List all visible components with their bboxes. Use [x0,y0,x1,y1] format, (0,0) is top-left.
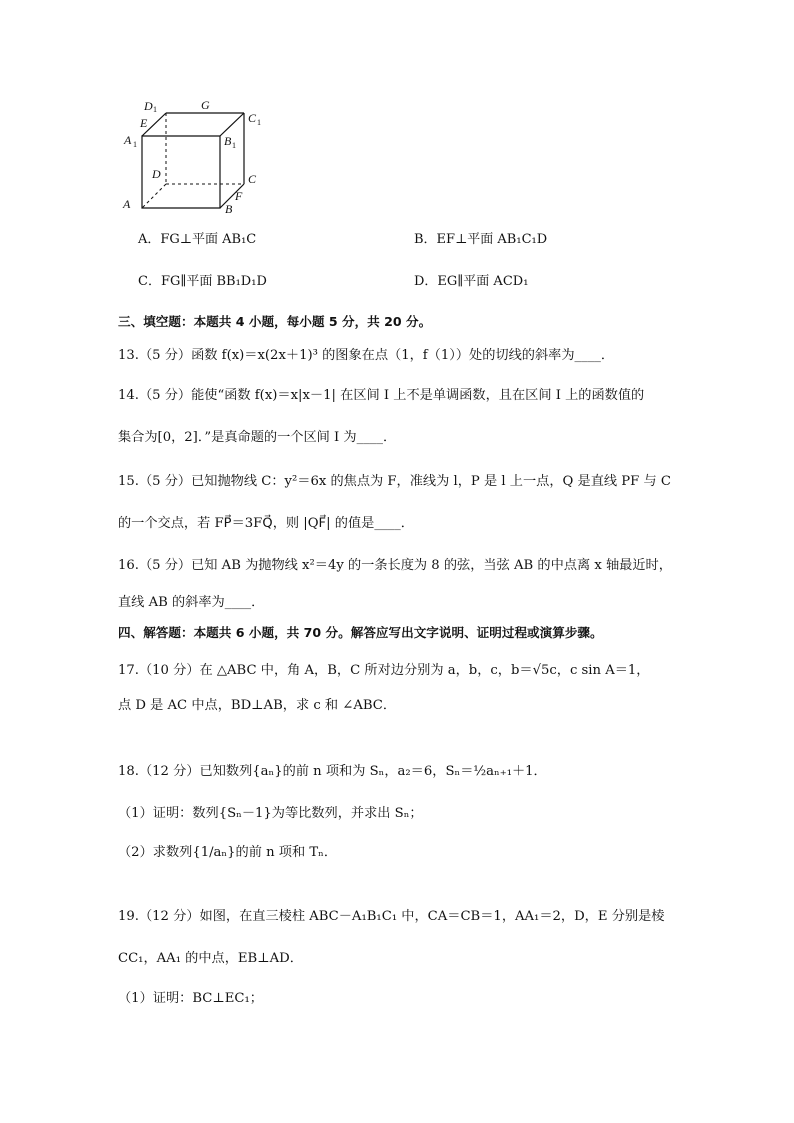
question-16-line1: 16.（5 分）已知 AB 为抛物线 x²＝4y 的一条长度为 8 的弦，当弦 AB 的中点离 x 轴最近时， [118,558,672,573]
label-d: D [152,167,161,181]
question-15-line1: 15.（5 分）已知抛物线 C：y²＝6x 的焦点为 F，准线为 l，P 是 l 上一点，Q 是直线 PF 与 C [118,474,671,489]
question-16-line2: 直线 AB 的斜率为____． [118,595,265,610]
question-19-line2: CC₁，AA₁ 的中点，EB⊥AD． [118,951,303,966]
option-b: B．EF⊥平面 AB₁C₁D [414,232,548,247]
question-13: 13.（5 分）函数 f(x)＝x(2x＋1)³ 的图象在点（1，f（1））处的切线的斜率为____． [118,348,615,363]
question-14-line2: 集合为[0，2]．”是真命题的一个区间 I 为____． [118,430,397,445]
label-d1: D [144,99,153,113]
label-a1: A [124,133,132,147]
label-g: G [201,98,210,112]
section4-heading: 四、解答题：本题共 6 小题，共 70 分。解答应写出文字说明、证明过程或演算步骤。 [118,625,603,640]
label-c1: C [248,111,257,125]
question-17-line1: 17.（10 分）在 △ABC 中，角 A，B，C 所对边分别为 a，b，c，b＝√5c，c sin A＝1， [118,663,650,678]
option-a: A．FG⊥平面 AB₁C [138,232,257,247]
label-f: F [235,189,243,203]
svg-text:1: 1 [257,118,261,127]
section3-heading: 三、填空题：本题共 4 小题，每小题 5 分，共 20 分。 [118,314,432,329]
label-c: C [248,172,257,186]
question-19-part1: （1）证明：BC⊥EC₁； [118,991,263,1006]
question-14-line1: 14.（5 分）能使“函数 f(x)＝x|x－1| 在区间 I 上不是单调函数，且在区间 I 上的函数值的 [118,388,645,403]
question-19-line1: 19.（12 分）如图，在直三棱柱 ABC－A₁B₁C₁ 中，CA＝CB＝1，AA₁＝2，D，E 分别是棱 [118,909,665,924]
label-b: B [225,202,233,216]
question-18-part2: （2）求数列{1/aₙ}的前 n 项和 Tₙ． [118,845,338,860]
label-b1: B [224,134,232,148]
question-18-part1: （1）证明：数列{Sₙ－1}为等比数列，并求出 Sₙ； [118,806,423,821]
question-18-line1: 18.（12 分）已知数列{aₙ}的前 n 项和为 Sₙ，a₂＝6，Sₙ＝½aₙ₊₁＋1． [118,764,547,779]
label-a: A [123,197,131,211]
option-d: D．EG∥平面 ACD₁ [414,274,529,289]
question-15-line2: 的一个交点，若 FP⃗＝3FQ⃗，则 |QF⃗| 的值是____． [118,516,414,531]
svg-text:1: 1 [232,141,236,150]
cube-figure [118,94,278,224]
option-c: C．FG∥平面 BB₁D₁D [138,274,267,289]
label-e: E [140,116,148,130]
svg-text:1: 1 [153,105,157,114]
svg-text:1: 1 [133,140,137,149]
question-17-line2: 点 D 是 AC 中点，BD⊥AB，求 c 和 ∠ABC． [118,698,397,713]
